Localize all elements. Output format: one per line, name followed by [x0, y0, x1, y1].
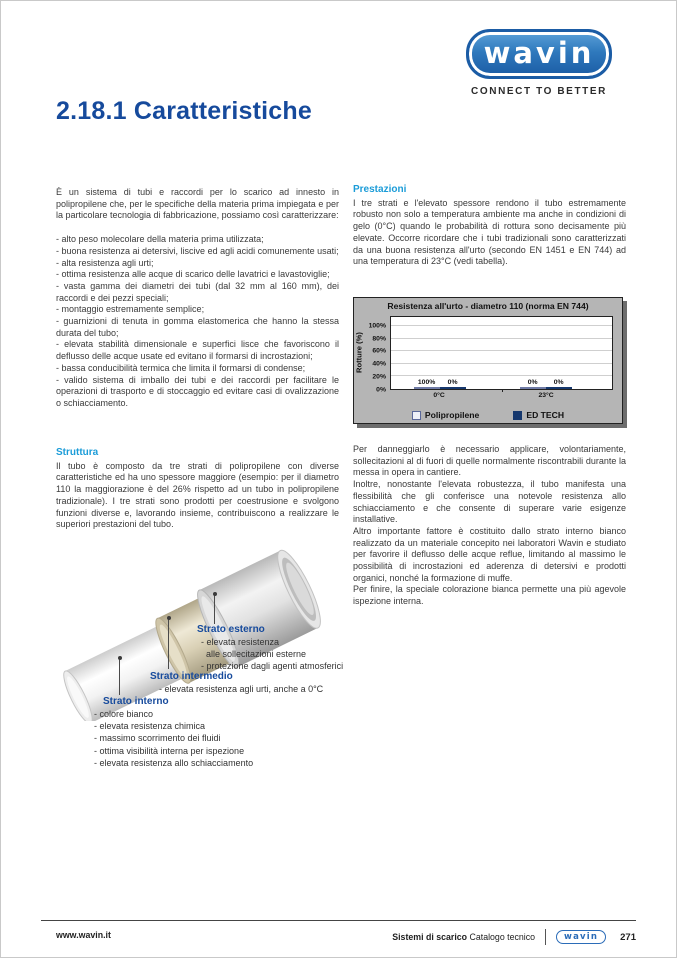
- callout-line-interno: [119, 659, 120, 695]
- bar-polipropilene-23°C: [520, 379, 546, 389]
- footer-doc-bold: Sistemi di scarico: [392, 932, 468, 942]
- strato-intermedio-heading: Strato intermedio: [150, 671, 233, 682]
- struttura-section: [56, 447, 339, 531]
- logo-tagline: CONNECT TO BETTER: [471, 86, 607, 97]
- label-strato-intermedio: [150, 670, 323, 695]
- strato-esterno-item: - elevata resistenza: [201, 637, 280, 647]
- bar-value-label: 0%: [527, 379, 538, 386]
- feature-item: - bassa conducibilità termica che limita il formarsi di condense;: [56, 362, 306, 373]
- struttura-heading: Struttura: [56, 447, 99, 458]
- after-chart-section: [353, 444, 626, 608]
- bar-ed-tech-23°C: [546, 379, 572, 389]
- footer-doc-regular: Catalogo tecnico: [469, 932, 536, 942]
- y-tick-label: 20%: [372, 373, 386, 381]
- gridline: [391, 350, 612, 351]
- strato-interno-item: - massimo scorrimento dei fluidi: [94, 733, 221, 744]
- body-paragraph: Per finire, la speciale colorazione bianca permette una più agevole ispezione interna.: [353, 584, 626, 607]
- gridline: [391, 338, 612, 339]
- legend-item-edtech: [513, 410, 564, 420]
- legend-item-polipropilene: [412, 410, 479, 420]
- strato-esterno-item: - protezione dagli agenti atmosferici: [201, 661, 344, 672]
- feature-item: - guarnizioni di tenuta in gomma elastomerica che hanno la stessa durata del tubo;: [56, 316, 339, 338]
- strato-interno-item: - elevata resistenza chimica: [94, 721, 206, 732]
- label-strato-esterno: [197, 623, 343, 673]
- bar: [414, 387, 440, 389]
- footer-wavin-logo-icon: wavin: [556, 930, 606, 944]
- prestazioni-paragraph: I tre strati e l'elevato spessore rendono il tubo estremamente robusto non solo a temperatura ambiente ma anche in condizioni di gelo (0°C) quando le probabilità di rottura sono decisamente più elevate. Occorre ricordare che i tubi tradizionali sono caratterizzati da una buona resistenza all'urto (secondo EN 1451 e EN 744) ad una temperatura di 23°C (vedi tabella).: [353, 197, 626, 267]
- footer-page-number: 271: [620, 931, 636, 943]
- chart-title: Resistenza all'urto - diametro 110 (norma EN 744): [387, 301, 589, 311]
- feature-item: - buona resistenza ai detersivi, liscive ed agli acidi comunemente usati;: [56, 245, 339, 256]
- bar-value-label: 0%: [553, 379, 564, 386]
- callout-line-esterno: [214, 595, 215, 624]
- struttura-paragraph: Il tubo è composto da tre strati di polipropilene con diverse caratteristiche ed ha uno spessore maggiore (esempio: per il diametro 110 la maggiorazione è del 26% rispetto ad un tubo in polipropilene tradizionale). I tre strati sono prodotti per coestrusione e svolgono funzioni diverse e, lavorando insieme, contribuiscono a realizzare le superiori prestazioni del tubo.: [56, 460, 339, 530]
- strato-interno-heading: Strato interno: [103, 696, 169, 707]
- feature-item: - alto peso molecolare della materia prima utilizzata;: [56, 234, 264, 245]
- feature-item: - valido sistema di imballo dei tubi e dei raccordi per facilitare le operazioni di trasporto e di stoccaggio ed evitare casi di ovalizzazione o schiacciamento.: [56, 374, 339, 408]
- legend-swatch-edtech: [513, 411, 522, 420]
- legend-swatch-polipropilene: [412, 411, 421, 420]
- strato-esterno-heading: Strato esterno: [197, 624, 265, 635]
- bar-value-label: 0%: [447, 379, 458, 386]
- prestazioni-heading: Prestazioni: [353, 184, 407, 195]
- strato-esterno-item: alle sollecitazioni esterne: [201, 649, 307, 660]
- body-paragraph: Inoltre, nonostante l'elevata robustezza, il tubo manifesta una flessibilità che gli conferisce una notevole resistenza allo schiacciamento e che consente di superare varie esigenze installative.: [353, 479, 626, 525]
- y-tick-label: 40%: [372, 360, 386, 368]
- feature-item: - elevata stabilità dimensionale e superfici lisce che favoriscono il deflusso delle acque usate ed evitano il formarsi di incrostazioni;: [56, 339, 339, 362]
- header-logo-block: [466, 29, 612, 97]
- strato-interno-item: - ottima visibilità interna per ispezione: [94, 745, 245, 756]
- y-tick-label: 100%: [368, 322, 386, 330]
- pipe-layers-figure: [51, 549, 351, 774]
- body-paragraph: Per danneggiarlo è necessario applicare, volontariamente, sollecitazioni al di fuori di quelle normalmente riscontrabili durante la messa in opera in cantiere.: [353, 444, 626, 478]
- chart-x-labels: [390, 392, 613, 402]
- gridline: [391, 363, 612, 364]
- body-paragraph: Altro importante fattore è costituito dallo strato interno bianco realizzato da un materiale concepito nei laboratori Wavin e studiato per favorire il deflusso delle acque reflue, limitando al massimo le possibilità di incrostazioni ed aderenza di detersivi e prodotti organici, nonché la formazione di muffe.: [353, 525, 626, 583]
- bar: [520, 387, 546, 389]
- page-title: 2.18.1 Caratteristiche: [56, 97, 312, 125]
- intro-section: [56, 187, 339, 410]
- bar: [546, 387, 572, 389]
- legend-label-polipropilene: Polipropilene: [424, 410, 480, 420]
- chart-legend: [354, 410, 622, 420]
- bar-ed-tech-0°C: [440, 379, 466, 389]
- wavin-logo-icon: wavin: [466, 29, 612, 79]
- chart-y-ticks: [366, 316, 388, 394]
- label-strato-interno: [94, 695, 253, 769]
- y-tick-label: 80%: [372, 335, 386, 342]
- chart-y-axis-label: Rotture (%): [354, 332, 364, 373]
- strato-interno-item: - elevata resistenza allo schiacciamento: [94, 757, 254, 768]
- x-label-0c: 0°C: [433, 392, 445, 399]
- y-tick-label: 0%: [376, 386, 386, 394]
- prestazioni-section: [353, 184, 626, 268]
- feature-list: [56, 234, 339, 410]
- feature-item: - montaggio estremamente semplice;: [56, 304, 205, 315]
- footer-url: www.wavin.it: [56, 930, 111, 940]
- impact-resistance-chart: [353, 297, 623, 424]
- feature-item: - ottima resistenza alle acque di scarico delle lavatrici e lavastoviglie;: [56, 269, 330, 280]
- bar-polipropilene-0°C: [414, 379, 440, 389]
- callout-line-intermedio: [168, 619, 169, 669]
- gridline: [391, 325, 612, 326]
- bar-value-label: 100%: [417, 379, 436, 386]
- footer-doc-title: [392, 932, 535, 942]
- bar-group-23c: [517, 317, 574, 389]
- footer-divider: [545, 929, 546, 945]
- footer: [41, 927, 636, 947]
- footer-rule: [41, 920, 636, 921]
- gridline: [391, 375, 612, 376]
- intro-paragraph: È un sistema di tubi e raccordi per lo scarico ad innesto in polipropilene che, per le specifiche della materia prima impiegata e per la particolare tecnologia di fabbricazione, possiamo così caratterizzare:: [56, 187, 339, 221]
- bar: [440, 387, 466, 389]
- legend-label-edtech: ED TECH: [526, 410, 565, 420]
- chart-plot-area: [390, 316, 613, 390]
- y-tick-label: 60%: [372, 347, 386, 355]
- strato-interno-item: - colore bianco: [94, 709, 154, 719]
- feature-item: - vasta gamma dei diametri dei tubi (dal 32 mm al 160 mm), dei raccordi e dei pezzi speciali;: [56, 280, 339, 303]
- strato-intermedio-item: - elevata resistenza agli urti, anche a 0°C: [159, 684, 324, 694]
- x-label-23c: 23°C: [538, 392, 554, 399]
- feature-item: - alta resistenza agli urti;: [56, 257, 154, 268]
- bar-group-0c: [411, 317, 468, 389]
